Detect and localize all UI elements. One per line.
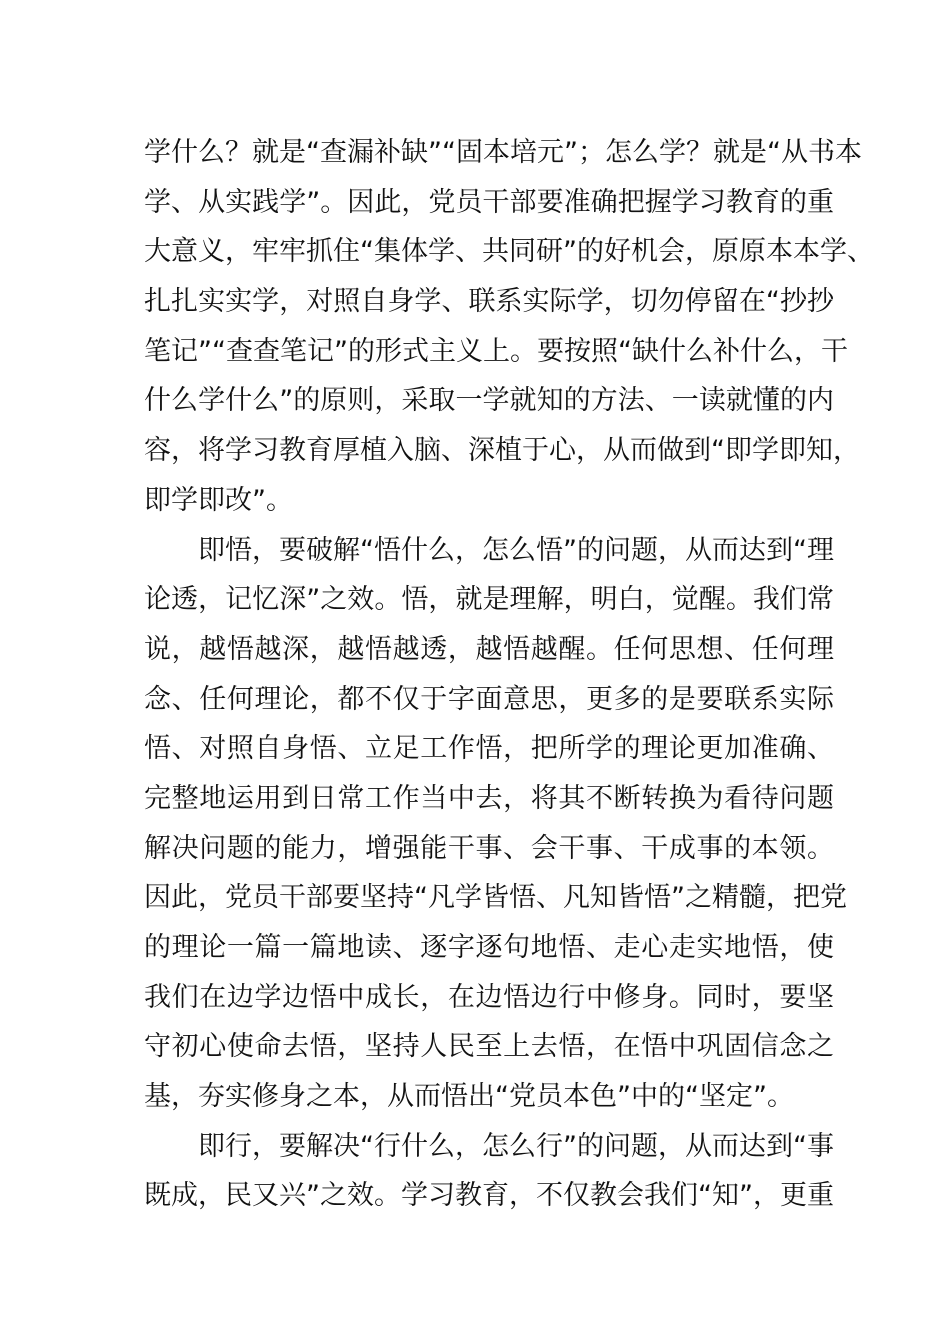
text-line: 笔记”“查查笔记”的形式主义上。要按照“缺什么补什么，干 xyxy=(144,335,848,367)
text-line: 即学即改”。 xyxy=(144,484,293,516)
text-line: 容，将学习教育厚植入脑、深植于心，从而做到“即学即知， xyxy=(144,435,860,467)
text-line: 说，越悟越深，越悟越透，越悟越醒。任何思想、任何理 xyxy=(144,633,834,665)
text-line: 论透，记忆深”之效。悟，就是理解，明白，觉醒。我们常 xyxy=(144,584,834,616)
text-line: 的理论一篇一篇地读、逐字逐句地悟、走心走实地悟，使 xyxy=(144,932,834,963)
body-text xyxy=(144,128,874,1221)
text-line: 基，夯实修身之本，从而悟出“党员本色”中的“坚定”。 xyxy=(144,1081,794,1113)
paragraph-start-line: 即悟，要破解“悟什么，怎么悟”的问题，从而达到“理 xyxy=(144,534,834,566)
text-line: 我们在边学边悟中成长，在边悟边行中修身。同时，要坚 xyxy=(144,981,834,1013)
text-line: 念、任何理论，都不仅于字面意思，更多的是要联系实际 xyxy=(144,683,834,715)
text-line: 扎扎实实学，对照自身学、联系实际学，切勿停留在“抄抄 xyxy=(144,286,834,318)
text-line: 学什么？就是“查漏补缺”“固本培元”；怎么学？就是“从书本 xyxy=(144,137,862,168)
text-line: 因此，党员干部要坚持“凡学皆悟、凡知皆悟”之精髓，把党 xyxy=(144,882,847,914)
text-line: 什么学什么”的原则，采取一学就知的方法、一读就懂的内 xyxy=(144,385,834,417)
text-line: 大意义，牢牢抓住“集体学、共同研”的好机会，原原本本学、 xyxy=(144,236,874,268)
text-line: 悟、对照自身悟、立足工作悟，把所学的理论更加准确、 xyxy=(144,733,834,765)
paragraph-start-line: 即行，要解决“行什么，怎么行”的问题，从而达到“事 xyxy=(144,1130,834,1162)
text-line: 学、从实践学”。因此，党员干部要准确把握学习教育的重 xyxy=(144,186,834,218)
text-line: 守初心使命去悟，坚持人民至上去悟，在悟中巩固信念之 xyxy=(144,1031,834,1063)
text-line: 既成，民又兴”之效。学习教育，不仅教会我们“知”，更重 xyxy=(144,1180,834,1212)
text-line: 解决问题的能力，增强能干事、会干事、干成事的本领。 xyxy=(144,832,834,864)
text-line: 完整地运用到日常工作当中去，将其不断转换为看待问题 xyxy=(144,782,834,814)
